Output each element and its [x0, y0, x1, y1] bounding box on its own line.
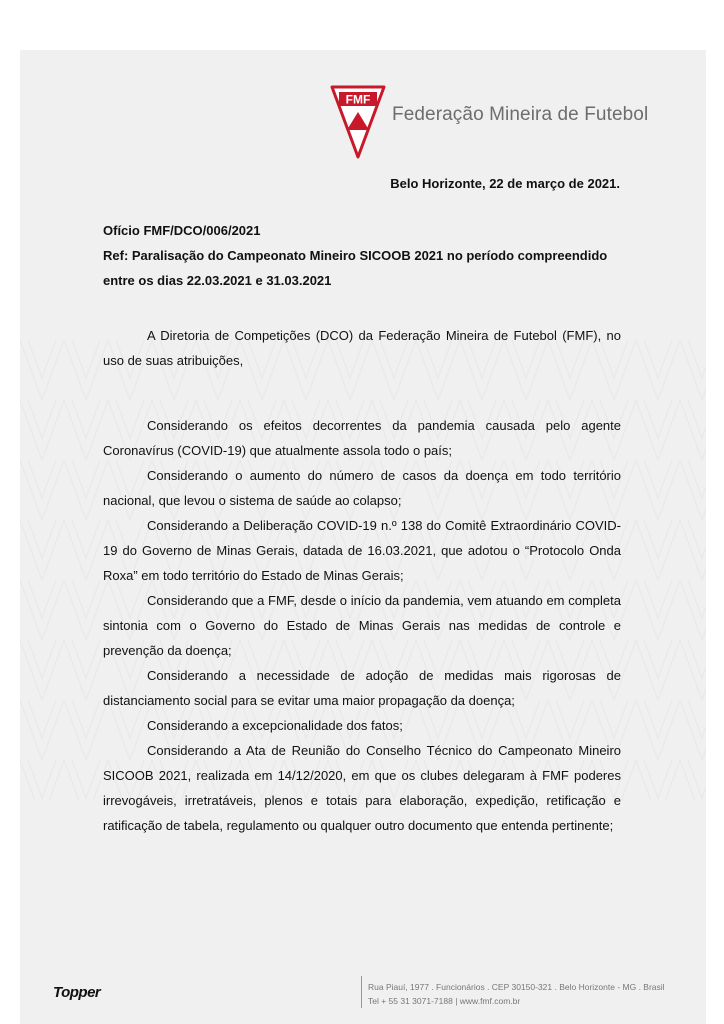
- fmf-shield-logo: [330, 85, 386, 161]
- reference-block: [103, 218, 621, 293]
- footer-divider: [361, 976, 362, 1008]
- letter-body: [103, 323, 621, 838]
- footer-address-line: Rua Piauí, 1977 . Funcionários . CEP 30150-321 . Belo Horizonte - MG . Brasil: [368, 982, 665, 992]
- footer-contact-line: Tel + 55 31 3071-7188 | www.fmf.com.br: [368, 996, 521, 1006]
- reference-line-1: Ref: Paralisação do Campeonato Mineiro SICOOB 2021 no período compreendido: [103, 248, 608, 263]
- letter-date: Belo Horizonte, 22 de março de 2021.: [390, 176, 620, 191]
- footer-address: [368, 980, 665, 1008]
- considerando-paragraph: Considerando a Deliberação COVID-19 n.º 138 do Comitê Extraordinário COVID-19 do Governo de Minas Gerais, datada de 16.03.2021, que adotou o “Protocolo Onda Roxa” em todo território do Estado de Minas Gerais;: [103, 518, 621, 583]
- considerando-paragraph: Considerando o aumento do número de casos da doença em todo território nacional, que levou o sistema de saúde ao colapso;: [103, 468, 621, 508]
- intro-paragraph: A Diretoria de Competições (DCO) da Federação Mineira de Futebol (FMF), no uso de suas atribuições,: [103, 328, 621, 368]
- considerando-paragraph: Considerando a excepcionalidade dos fatos;: [147, 718, 403, 733]
- considerando-paragraph: Considerando a Ata de Reunião do Conselho Técnico do Campeonato Mineiro SICOOB 2021, realizada em 14/12/2020, em que os clubes delegaram à FMF poderes irrevogáveis, irretratáveis, plenos e totais para elaboração, expedição, retificação e ratificação de tabela, regulamento ou qualquer outro documento que entenda pertinente;: [103, 743, 621, 833]
- logo-text: FMF: [345, 92, 371, 107]
- considerando-paragraph: Considerando a necessidade de adoção de medidas mais rigorosas de distanciamento social para se evitar uma maior propagação da doença;: [103, 668, 621, 708]
- reference-line-2: entre os dias 22.03.2021 e 31.03.2021: [103, 273, 332, 288]
- considerando-paragraph: Considerando os efeitos decorrentes da pandemia causada pelo agente Coronavírus (COVID-19) que atualmente assola todo o país;: [103, 418, 621, 458]
- topper-logo: Topper: [53, 984, 101, 1001]
- oficio-number: Ofício FMF/DCO/006/2021: [103, 223, 261, 238]
- considerando-paragraph: Considerando que a FMF, desde o início da pandemia, vem atuando em completa sintonia com o Governo do Estado de Minas Gerais nas medidas de controle e prevenção da doença;: [103, 593, 621, 658]
- organization-name: Federação Mineira de Futebol: [392, 104, 649, 125]
